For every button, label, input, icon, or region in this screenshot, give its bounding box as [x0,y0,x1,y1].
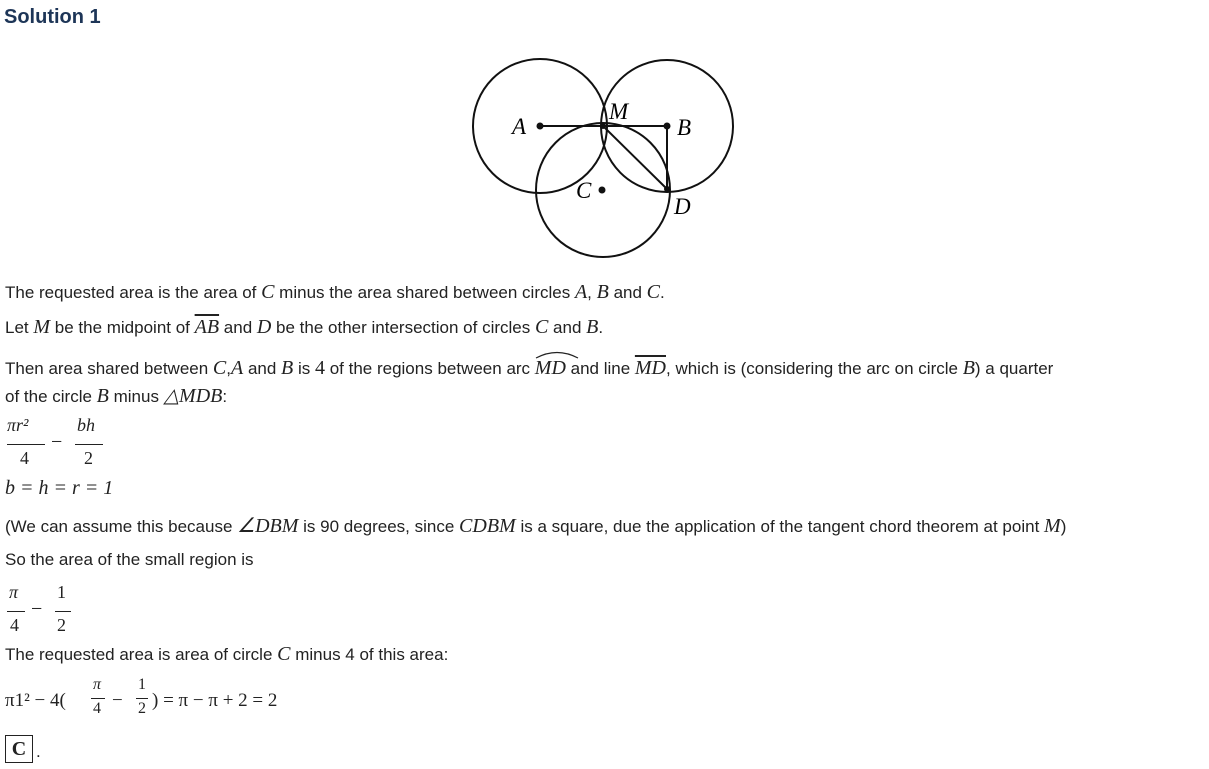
label-m: M [609,99,629,124]
equation-b-h-r: b = h = r = 1 [5,477,114,499]
point-b [664,123,671,130]
paragraph-3b: of the circle B minus △MDB: [5,385,228,407]
point-m [600,123,606,129]
answer-period: . [36,742,41,761]
segment-md [603,126,667,189]
paragraph-6: The requested area is area of circle C minus 4 of this area: [5,643,449,665]
overline-md: $\overline{MD}$ [634,357,666,379]
label-b: B [677,115,692,140]
label-a: A [512,114,527,139]
point-c [599,187,606,194]
point-a [537,123,544,130]
arc-md: MD [535,357,566,380]
answer-box: C [5,735,33,763]
solution-title: Solution 1 [4,6,101,28]
overline-ab: $\overline{AB}$ [194,316,220,338]
label-d: D [674,194,691,219]
paragraph-2: Let M be the midpoint of $\overline{AB}$ and D be the other intersection of circles C and B. [5,316,604,338]
formula-final: π1² − 4( π 4 − 1 2 ) = π − π + 2 = 2 [5,676,278,717]
label-c: C [576,178,592,203]
paragraph-4: (We can assume this because ∠DBM is 90 degrees, since CDBM is a square, due the application of the tangent chord theorem at point M) [5,515,1067,537]
formula-quarter-minus-triangle: πr² 4 − bh 2 [5,415,115,475]
circles-diagram [0,0,1209,270]
formula-small-region: π 4 − 1 2 [5,582,85,642]
paragraph-1: The requested area is the area of C minus the area shared between circles A, B and C. [5,281,665,303]
paragraph-5: So the area of the small region is [5,550,254,569]
point-d [664,186,670,192]
paragraph-3: Then area shared between C,A and B is 4 of the regions between arc MD and line $\overline{MD}$, which is (considering the arc on circle B) a quarter [5,357,1053,380]
